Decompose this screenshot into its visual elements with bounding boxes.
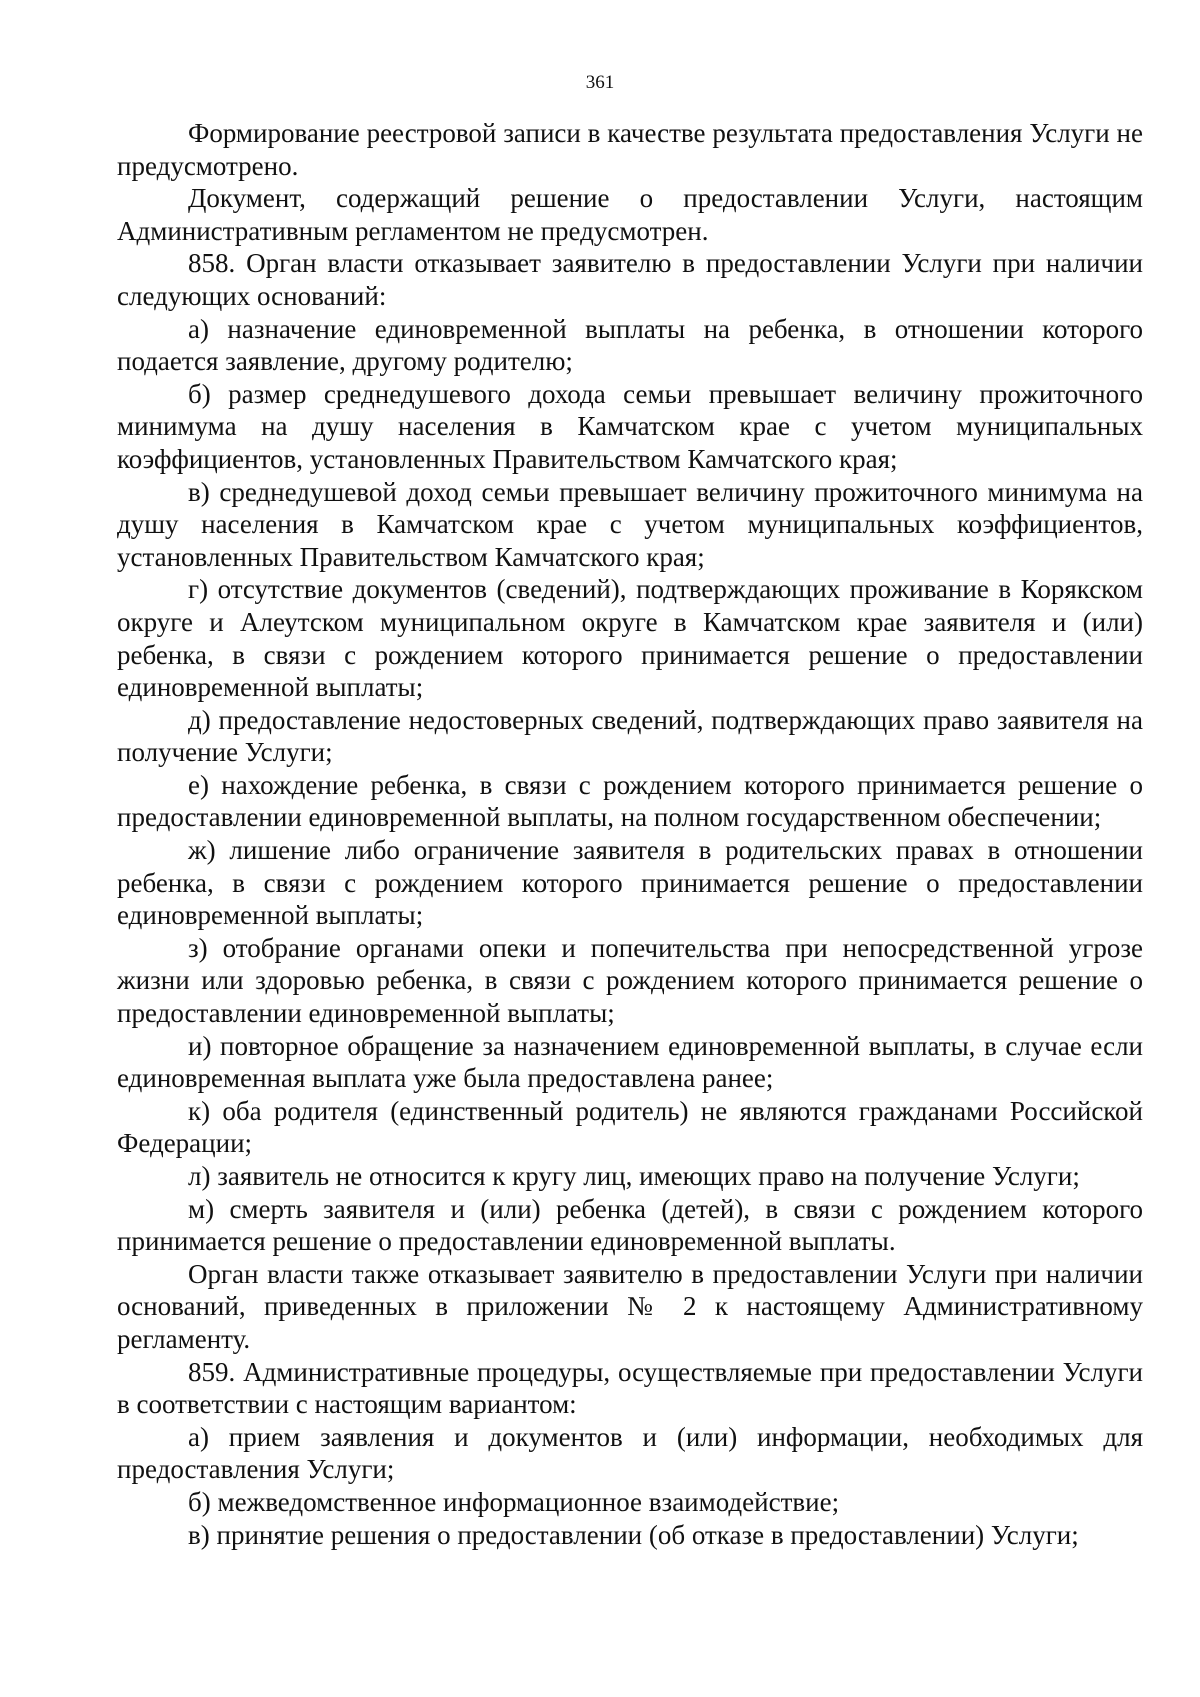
list-item-m: м) смерть заявителя и (или) ребенка (детей), в связи с рождением которого принимается решение о предоставлении единовременной выплаты. bbox=[117, 1193, 1143, 1257]
document-body bbox=[117, 117, 1143, 1551]
list-item-l: л) заявитель не относится к кругу лиц, имеющих право на получение Услуги; bbox=[188, 1161, 1080, 1191]
paragraph-decision-document: Документ, содержащий решение о предоставлении Услуги, настоящим Административным регламентом не предусмотрен. bbox=[117, 183, 1143, 246]
list-item-z: з) отобрание органами опеки и попечительства при непосредственной угрозе жизни или здоровью ребенка, в связи с рождением которого принимается решение о предоставлении единовременной выплаты; bbox=[117, 932, 1143, 1029]
list-item-v: в) среднедушевой доход семьи превышает величину прожиточного минимума на душу населения в Камчатском крае с учетом муниципальных коэффициентов, установленных Правительством Камчатского края; bbox=[117, 476, 1143, 572]
clause-858: 858. Орган власти отказывает заявителю в предоставлении Услуги при наличии следующих оснований: bbox=[117, 248, 1143, 311]
list-item-k: к) оба родителя (единственный родитель) не являются гражданами Российской Федерации; bbox=[117, 1095, 1143, 1159]
list-item-i: и) повторное обращение за назначением единовременной выплаты, в случае если единовременная выплата уже была предоставлена ранее; bbox=[117, 1030, 1143, 1094]
list-item-a: а) назначение единовременной выплаты на ребенка, в отношении которого подается заявление, другому родителю; bbox=[117, 313, 1143, 377]
list-item-zh: ж) лишение либо ограничение заявителя в родительских правах в отношении ребенка, в связи с рождением которого принимается решение о предоставлении единовременной выплаты; bbox=[117, 835, 1143, 931]
list-item-d: д) предоставление недостоверных сведений, подтверждающих право заявителя на получение Услуги; bbox=[117, 704, 1143, 768]
paragraph-appendix-reference: Орган власти также отказывает заявителю в предоставлении Услуги при наличии оснований, приведенных в приложении № 2 к настоящему Административному регламенту. bbox=[117, 1258, 1143, 1354]
list-item-b: б) размер среднедушевого дохода семьи превышает величину прожиточного минимума на душу населения в Камчатском крае с учетом муниципальных коэффициентов, установленных Правительством Камчатского края; bbox=[117, 378, 1143, 474]
page-number: 361 bbox=[585, 72, 615, 93]
procedure-item-a: а) прием заявления и документов и (или) информации, необходимых для предоставления Услуги; bbox=[117, 1421, 1143, 1485]
procedure-item-v: в) принятие решения о предоставлении (об отказе в предоставлении) Услуги; bbox=[188, 1519, 1079, 1550]
list-item-e: е) нахождение ребенка, в связи с рождением которого принимается решение о предоставлении единовременной выплаты, на полном государственном обеспечении; bbox=[117, 769, 1143, 833]
list-item-g: г) отсутствие документов (сведений), подтверждающих проживание в Корякском округе и Алеутском муниципальном округе в Камчатском крае заявителя и (или) ребенка, в связи с рождением которого принимается решение о предоставлении единовременной выплаты; bbox=[117, 574, 1143, 703]
clause-859: 859. Административные процедуры, осуществляемые при предоставлении Услуги в соответствии с настоящим вариантом: bbox=[117, 1356, 1143, 1420]
paragraph-registry-record: Формирование реестровой записи в качестве результата предоставления Услуги не предусмотрено. bbox=[117, 118, 1143, 181]
procedure-item-b: б) межведомственное информационное взаимодействие; bbox=[188, 1486, 840, 1517]
